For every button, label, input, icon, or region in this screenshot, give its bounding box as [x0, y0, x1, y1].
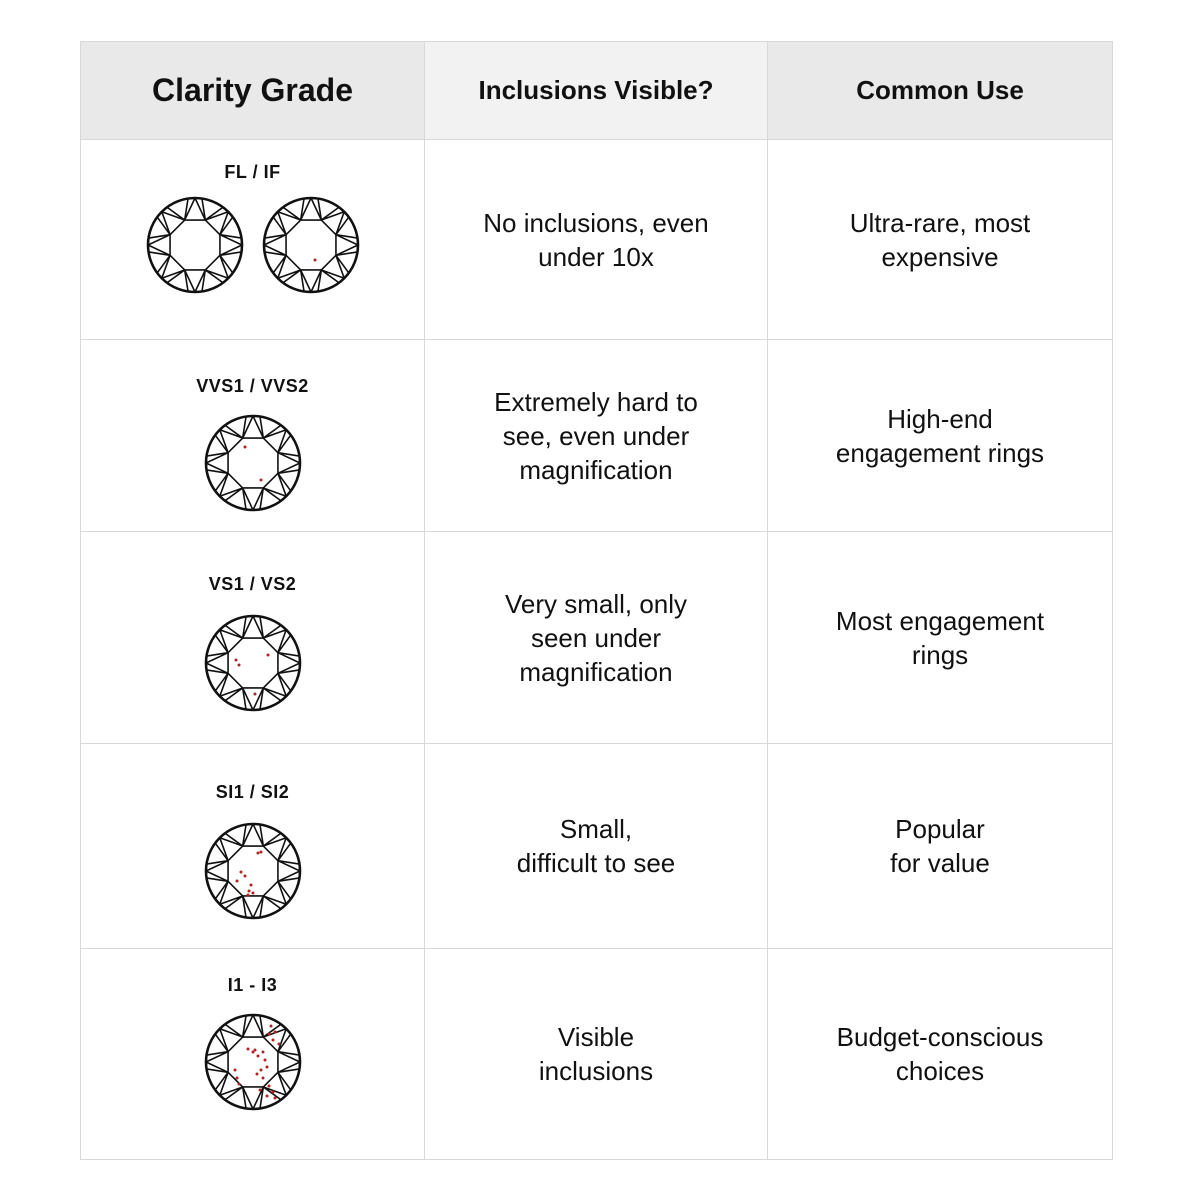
use-cell: Budget-conscious choices: [836, 1022, 1044, 1086]
inclusions-cell: Visible inclusions: [425, 949, 768, 1159]
inclusions-cell: Very small, only seen under magnification: [425, 532, 768, 743]
clarity-table: [80, 41, 1113, 1160]
inclusions-cell: No inclusions, even under 10x: [425, 140, 768, 339]
table-row: [81, 743, 1112, 948]
diamond-internally-flawless-icon: [261, 195, 361, 295]
diamond-vvs-icon: [203, 413, 303, 513]
use-cell: High-end engagement rings: [835, 403, 1045, 468]
grade-label: FL / IF: [224, 162, 281, 182]
grade-cell: [81, 532, 425, 743]
grade-cell: [81, 140, 425, 339]
diamond-included-icon: [203, 1012, 303, 1112]
inclusions-cell: Extremely hard to see, even under magnification: [425, 340, 768, 531]
table-row: [81, 948, 1112, 1159]
use-cell: Most engagement rings: [835, 605, 1045, 670]
header-common-use: Common Use: [768, 42, 1112, 139]
grade-label: VS1 / VS2: [208, 574, 297, 594]
grade-label: VVS1 / VVS2: [196, 376, 309, 396]
diamond-vs-icon: [203, 613, 303, 713]
diamond-flawless-icon: [145, 195, 245, 295]
header-clarity-grade: Clarity Grade: [81, 42, 425, 139]
grade-label: SI1 / SI2: [215, 782, 290, 802]
use-cell: Ultra-rare, most expensive: [849, 207, 1031, 272]
table-row: [81, 139, 1112, 339]
use-cell: Popular for value: [890, 814, 990, 878]
inclusions-cell: Small, difficult to see: [425, 744, 768, 948]
diamond-si-icon: [203, 821, 303, 921]
table-header-row: [81, 42, 1112, 139]
grade-cell: [81, 949, 425, 1159]
grade-label: I1 - I3: [227, 975, 278, 995]
table-row: [81, 531, 1112, 743]
grade-cell: [81, 744, 425, 948]
table-row: [81, 339, 1112, 531]
grade-cell: [81, 340, 425, 531]
header-inclusions-visible: Inclusions Visible?: [425, 42, 768, 139]
